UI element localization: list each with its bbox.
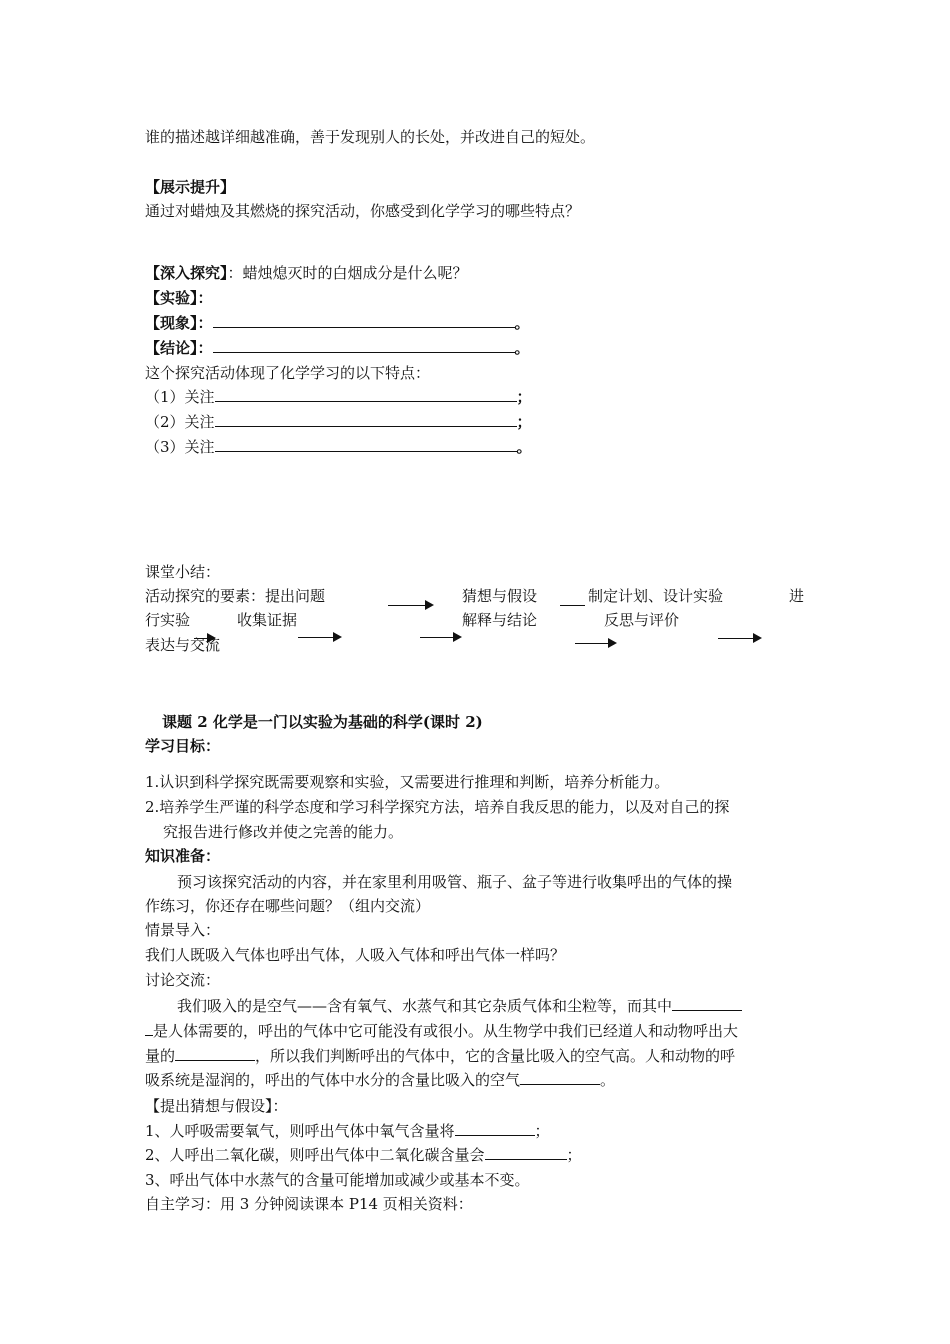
step-reflect: 反思与评价 <box>604 611 680 629</box>
feature-item-2-punct: ； <box>516 413 532 431</box>
feature-item-2-blank[interactable] <box>215 412 517 427</box>
prep-heading: 知识准备： <box>145 847 221 865</box>
hyp-1-blank[interactable] <box>455 1121 535 1136</box>
prep-a: 预习该探究活动的内容，并在家里利用吸管、瓶子、盆子等进行收集呼出的气体的操 <box>177 873 733 891</box>
feature-item-1-blank[interactable] <box>215 387 517 402</box>
arrow-to-express <box>718 638 760 639</box>
summary-row1-lead: 活动探究的要素：提出问题 <box>145 587 326 605</box>
hyp-2-blank[interactable] <box>485 1145 567 1160</box>
discuss-text-3b: ，所以我们判断呼出的气体中，它的含量比吸入的空气高。人和动物的呼 <box>255 1047 736 1065</box>
feature-item-3-punct: 。 <box>516 438 532 456</box>
discuss-text-4a: 吸系统是湿润的，呼出的气体中水分的含量比吸入的空气 <box>145 1071 521 1089</box>
step-guess: 猜想与假设 <box>462 587 538 605</box>
phenomenon-label: 【现象】 <box>145 314 198 332</box>
shenru-line <box>145 263 468 283</box>
feature-item-2 <box>145 412 532 432</box>
discuss-blank-2[interactable] <box>175 1046 255 1061</box>
phenomenon-colon: ： <box>197 314 213 332</box>
zhanshi-question: 通过对蜡烛及其燃烧的探究活动，你感受到化学学习的哪些特点？ <box>145 202 581 220</box>
feature-item-1-punct: ； <box>516 388 532 406</box>
step-plan: 制定计划、设计实验 <box>588 587 724 605</box>
experiment-colon: ： <box>197 289 213 307</box>
step-collect: 收集证据 <box>237 611 298 629</box>
step-xing: 行实验 <box>145 611 191 629</box>
phenomenon-blank[interactable] <box>213 313 515 328</box>
arrow-to-explain <box>420 637 460 638</box>
discuss-line-1 <box>177 996 742 1016</box>
discuss-blank-1-cont[interactable] <box>145 1021 153 1036</box>
experiment-label: 【实验】 <box>145 289 198 307</box>
step-jin: 进 <box>789 587 805 605</box>
experiment-line <box>145 288 213 308</box>
features-intro: 这个探究活动体现了化学学习的以下特点： <box>145 364 431 382</box>
conclusion-line <box>145 338 530 358</box>
summary-title: 课堂小结： <box>145 563 221 581</box>
goal-1: 1.认识到科学探究既需要观察和实验，又需要进行推理和判断，培养分析能力。 <box>145 773 670 791</box>
shenru-question: ：蜡烛熄灭时的白烟成分是什么呢？ <box>227 264 468 282</box>
intro-heading: 情景导入： <box>145 921 221 939</box>
intro-text: 我们人既吸入气体也呼出气体，人吸入气体和呼出气体一样吗？ <box>145 946 566 964</box>
goal-2b: 究报告进行修改并使之完善的能力。 <box>163 823 404 841</box>
discuss-text-1: 我们吸入的是空气——含有氧气、水蒸气和其它杂质气体和尘粒等，而其中 <box>177 997 673 1015</box>
feature-item-3-label: （3）关注 <box>145 438 215 456</box>
conclusion-period: 。 <box>514 339 530 357</box>
hyp-3: 3、呼出气体中水蒸气的含量可能增加或减少或基本不变。 <box>145 1171 530 1189</box>
conclusion-colon: ： <box>197 339 213 357</box>
feature-item-1 <box>145 387 532 407</box>
discuss-blank-3[interactable] <box>520 1070 600 1085</box>
step-explain: 解释与结论 <box>462 611 538 629</box>
discuss-line-4 <box>145 1070 615 1090</box>
connector-line <box>560 605 585 606</box>
hyp-1-text: 1、人呼吸需要氧气，则呼出气体中氧气含量将 <box>145 1122 455 1140</box>
discuss-text-3a: 量的 <box>145 1047 176 1065</box>
self-study: 自主学习：用 3 分钟阅读课本 P14 页相关资料： <box>145 1195 473 1213</box>
discuss-heading: 讨论交流： <box>145 971 221 989</box>
arrow-after-collect <box>298 637 340 638</box>
step-express: 表达与交流 <box>145 636 221 654</box>
discuss-line-2 <box>145 1021 738 1041</box>
intro-line: 谁的描述越详细越准确，善于发现别人的长处，并改进自己的短处。 <box>145 128 596 146</box>
hyp-2-punct: ； <box>566 1146 582 1164</box>
prep-b: 作练习，你还存在哪些问题？（组内交流） <box>145 897 431 915</box>
hyp-2 <box>145 1145 582 1165</box>
discuss-text-2: 是人体需要的，呼出的气体中它可能没有或很小。从生物学中我们已经道人和动物呼出大 <box>153 1022 739 1040</box>
hyp-heading: 【提出猜想与假设】： <box>145 1097 288 1115</box>
shenru-heading: 【深入探究】 <box>145 264 228 282</box>
goals-heading: 学习目标： <box>145 737 221 755</box>
hyp-1 <box>145 1121 550 1141</box>
hyp-2-text: 2、人呼出二氧化碳，则呼出气体中二氧化碳含量会 <box>145 1146 485 1164</box>
hyp-1-punct: ； <box>534 1122 550 1140</box>
conclusion-label: 【结论】 <box>145 339 198 357</box>
feature-item-2-label: （2）关注 <box>145 413 215 431</box>
discuss-text-4b: 。 <box>600 1071 616 1089</box>
lesson-title: 课题 2 化学是一门以实验为基础的科学(课时 2) <box>162 713 483 731</box>
phenomenon-period: 。 <box>514 314 530 332</box>
feature-item-3-blank[interactable] <box>215 437 517 452</box>
arrow-to-guess <box>388 605 432 606</box>
feature-item-1-label: （1）关注 <box>145 388 215 406</box>
feature-item-3 <box>145 437 532 457</box>
discuss-line-3 <box>145 1046 735 1066</box>
goal-2a: 2.培养学生严谨的科学态度和学习科学探究方法，培养自我反思的能力，以及对自己的探 <box>145 798 730 816</box>
discuss-blank-1[interactable] <box>672 996 742 1011</box>
conclusion-blank[interactable] <box>213 338 515 353</box>
arrow-to-reflect <box>575 643 615 644</box>
zhanshi-heading: 【展示提升】 <box>145 178 236 196</box>
phenomenon-line <box>145 313 530 333</box>
